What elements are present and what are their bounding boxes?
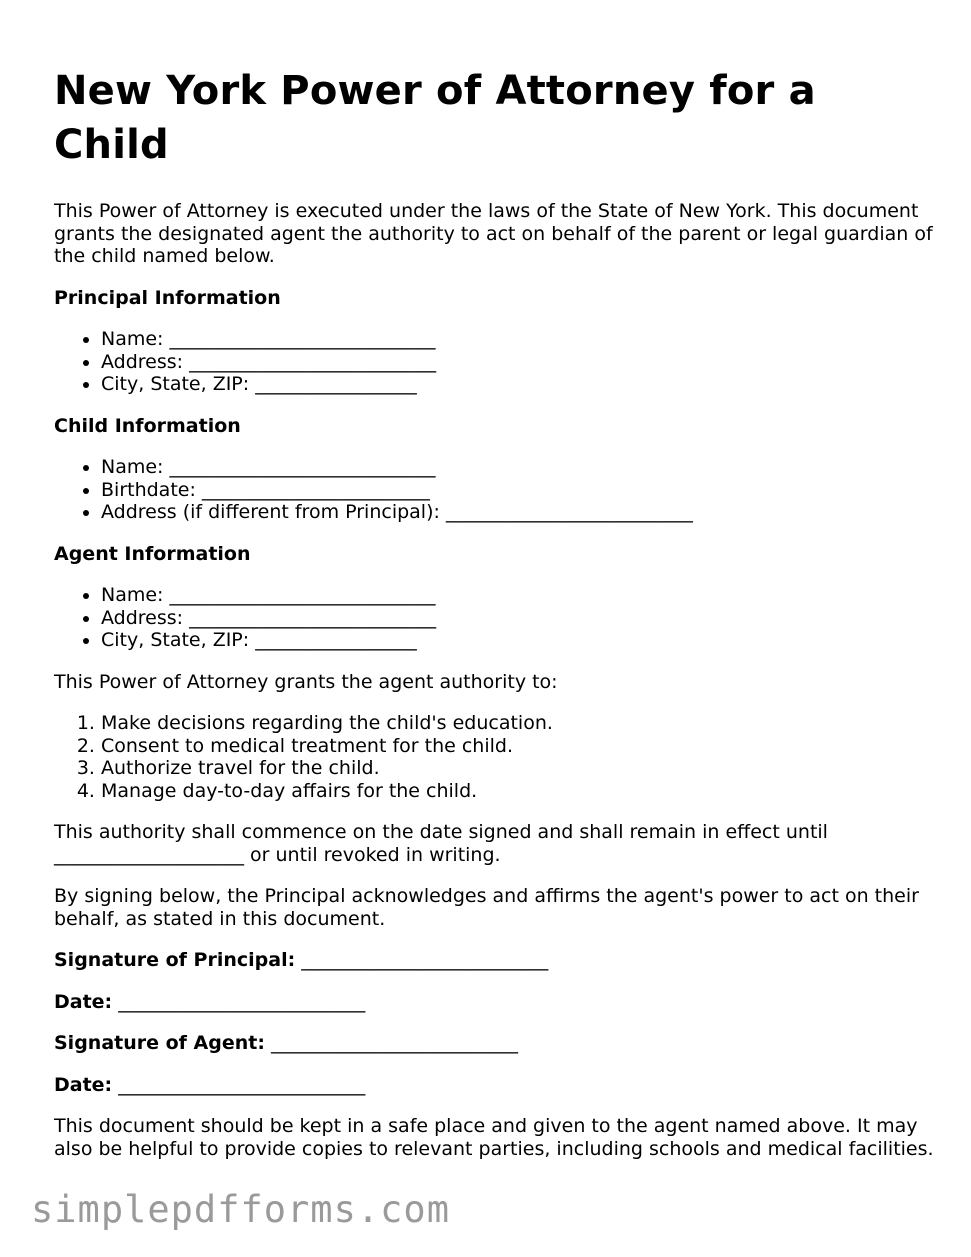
child-heading: Child Information <box>54 414 241 437</box>
closing-paragraph: This document should be kept in a safe place and given to the agent named above. It may also be helpful to provide copies to relevant parties, including schools and medical facilities. <box>54 1115 934 1160</box>
principal-signature-line <box>54 949 934 972</box>
duration-paragraph: This authority shall commence on the date signed and shall remain in effect until ____________________ or until revoked in writing. <box>54 821 828 866</box>
grants-intro: This Power of Attorney grants the agent authority to: <box>54 670 558 693</box>
principal-date-label: Date: <box>54 990 113 1013</box>
child-address-field: • Address (if different from Principal): __________________________ <box>101 501 934 524</box>
grant-item: 2. Consent to medical treatment for the child. <box>101 735 934 758</box>
watermark: simplepdfforms.com <box>31 1188 450 1231</box>
agent-date-line <box>54 1074 934 1097</box>
child-name-field: • Name: ____________________________ <box>101 456 934 479</box>
agent-date-blank: __________________________ <box>112 1073 366 1096</box>
intro-paragraph: This Power of Attorney is executed under the laws of the State of New York. This document grants the designated agent the authority to act on behalf of the parent or legal guardian of the child named below. <box>54 200 933 267</box>
agent-name-field: • Name: ____________________________ <box>101 584 934 607</box>
agent-list <box>54 584 934 652</box>
acknowledgment-paragraph: By signing below, the Principal acknowledges and affirms the agent's power to act on their behalf, as stated in this document. <box>54 885 919 930</box>
agent-signature-blank: __________________________ <box>264 1032 519 1054</box>
principal-address-field: • Address: __________________________ <box>101 351 934 374</box>
agent-date-label: Date: <box>54 1073 113 1096</box>
principal-date-blank: __________________________ <box>112 990 366 1013</box>
agent-heading: Agent Information <box>54 542 251 565</box>
agent-signature-line <box>54 1032 934 1055</box>
grants-list <box>54 712 934 802</box>
principal-signature-blank: __________________________ <box>295 949 549 971</box>
grant-item: 4. Manage day-to-day affairs for the child. <box>101 780 934 803</box>
principal-signature-label: Signature of Principal: <box>54 949 296 971</box>
document-page <box>54 64 934 1179</box>
grant-item: 3. Authorize travel for the child. <box>101 757 934 780</box>
principal-city-field: • City, State, ZIP: _________________ <box>101 373 934 396</box>
grant-item: 1. Make decisions regarding the child's education. <box>101 712 934 735</box>
agent-address-field: • Address: __________________________ <box>101 607 934 630</box>
principal-name-field: • Name: ____________________________ <box>101 328 934 351</box>
agent-signature-label: Signature of Agent: <box>54 1032 265 1054</box>
principal-list <box>54 328 934 396</box>
child-list <box>54 456 934 524</box>
agent-city-field: • City, State, ZIP: _________________ <box>101 629 934 652</box>
principal-heading: Principal Information <box>54 286 281 309</box>
child-birthdate-field: • Birthdate: ________________________ <box>101 479 934 502</box>
document-title: New York Power of Attorney for a Child <box>54 68 816 168</box>
principal-date-line <box>54 991 934 1014</box>
